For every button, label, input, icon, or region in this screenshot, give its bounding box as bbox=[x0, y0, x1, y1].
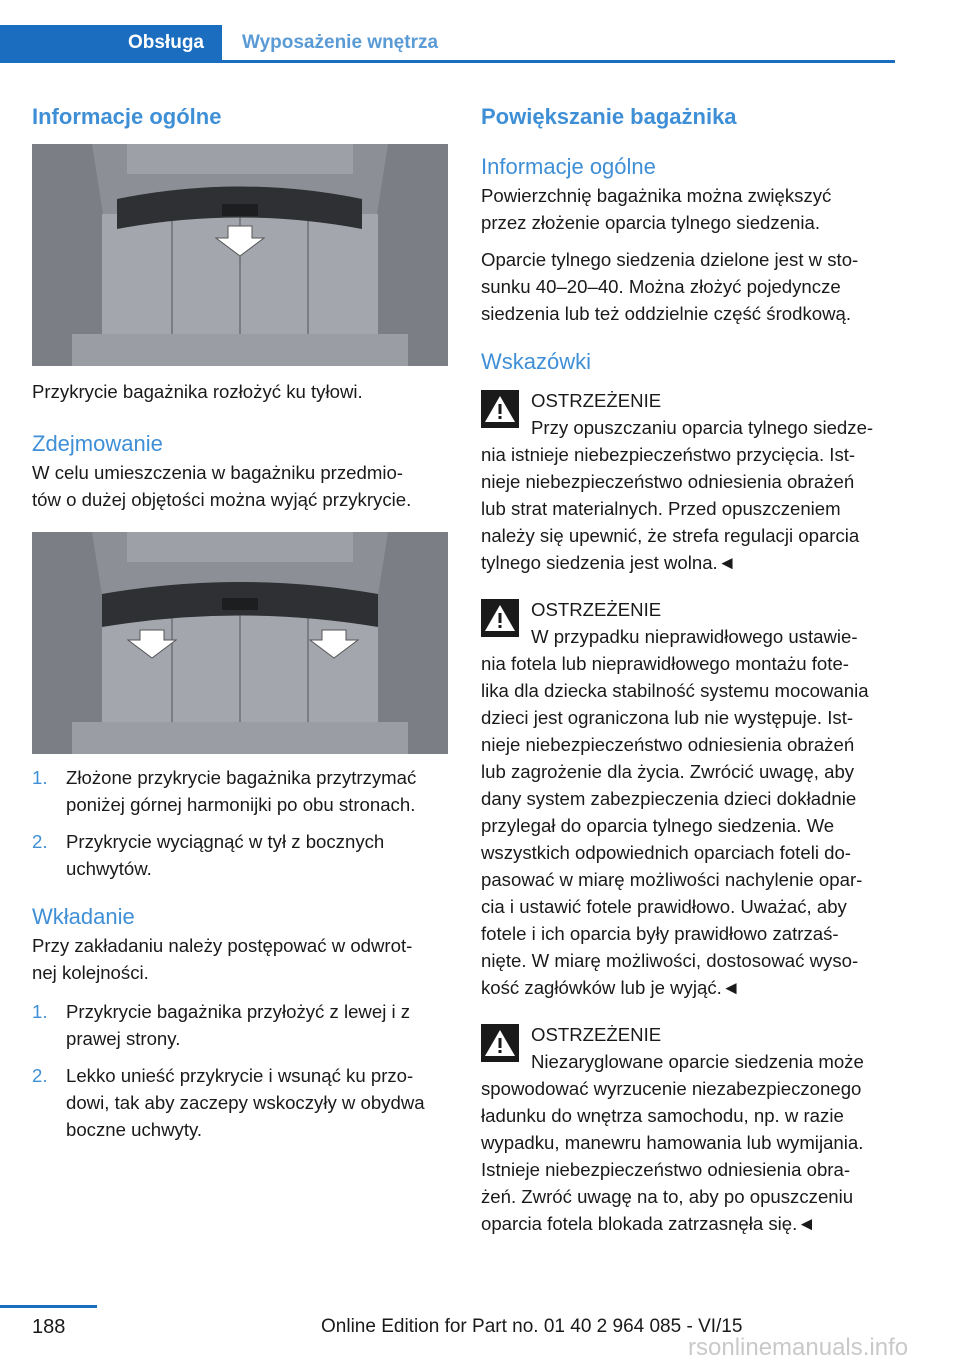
para2-line1: Oparcie tylnego siedzenia dzielone jest w sto‐ bbox=[481, 249, 859, 270]
para2-line3: siedzenia lub też oddzielnie część środkową. bbox=[481, 303, 852, 324]
heading-general-info: Informacje ogólne bbox=[32, 104, 222, 129]
heading-insert: Wkładanie bbox=[32, 904, 135, 929]
warning-text: lika dla dziecka stabilność systemu mocowania bbox=[481, 680, 869, 701]
insert-steps-list bbox=[32, 998, 448, 1143]
step-number: 2. bbox=[32, 831, 48, 852]
warning-triangle-icon bbox=[481, 390, 519, 428]
left-column bbox=[32, 102, 448, 1143]
para2-line2: sunku 40–20–40. Można złożyć pojedyncze bbox=[481, 276, 841, 297]
trunk-illustration-1 bbox=[32, 144, 448, 366]
warning-text: spowodować wyrzucenie niezabezpieczonego bbox=[481, 1078, 862, 1099]
step-text: dowi, tak aby zaczepy wskoczyły w obydwa bbox=[66, 1092, 425, 1113]
heading-enlarge-trunk: Powiększanie bagażnika bbox=[481, 104, 737, 129]
step-text: boczne uchwyty. bbox=[66, 1119, 203, 1140]
step-number: 2. bbox=[32, 1065, 48, 1086]
page-number: 188 bbox=[32, 1316, 66, 1338]
step-text: Złożone przykrycie bagażnika przytrzymać bbox=[66, 767, 417, 788]
warning-text: kość zagłówków lub je wyjąć.◄ bbox=[481, 977, 741, 998]
warning-text: przylegał do oparcia tylnego siedzenia. We bbox=[481, 815, 835, 836]
warning-text: nieje niebezpieczeństwo odniesienia obrażeń bbox=[481, 471, 855, 492]
header-rule bbox=[0, 60, 895, 63]
warning-text: Niezaryglowane oparcie siedzenia może bbox=[531, 1051, 864, 1072]
list-item bbox=[32, 1062, 448, 1143]
step-text: Lekko unieść przykrycie i wsunąć ku przo‐ bbox=[66, 1065, 414, 1086]
warning-text: cia i ustawić fotele prawidłowo. Uważać, aby bbox=[481, 896, 847, 917]
heading-notes: Wskazówki bbox=[481, 349, 592, 374]
warning-text: nięte. W miarę możliwości, dostosować wyso‐ bbox=[481, 950, 859, 971]
trunk-illustration-2 bbox=[32, 532, 448, 754]
warning-text: Istnieje niebezpieczeństwo odniesienia obra‐ bbox=[481, 1159, 851, 1180]
heading-remove: Zdejmowanie bbox=[32, 431, 163, 456]
insert-text-line2: nej kolejności. bbox=[32, 962, 149, 983]
insert-text-line1: Przy zakładaniu należy postępować w odwrot‐ bbox=[32, 935, 413, 956]
warning-text: wypadku, manewru hamowania lub wymijania. bbox=[481, 1132, 864, 1153]
warning-heading: OSTRZEŻENIE bbox=[531, 1024, 662, 1045]
step-number: 1. bbox=[32, 1001, 48, 1022]
warning-text: dzieci jest ograniczona lub nie występuje. Ist‐ bbox=[481, 707, 854, 728]
warning-text: fotele i ich oparcia były prawidłowo zatrzaś‐ bbox=[481, 923, 839, 944]
right-column bbox=[481, 102, 896, 1237]
warning-text: lub zagrożenie dla życia. Zwrócić uwagę, aby bbox=[481, 761, 855, 782]
remove-steps-list bbox=[32, 764, 448, 882]
warning-triangle-icon bbox=[481, 599, 519, 637]
caption-cover: Przykrycie bagażnika rozłożyć ku tyłowi. bbox=[32, 381, 363, 402]
warning-heading: OSTRZEŻENIE bbox=[531, 599, 662, 620]
tab-wyposazenie-wnetrza[interactable]: Wyposażenie wnętrza bbox=[242, 31, 439, 53]
warning-text: nia istnieje niebezpieczeństwo przycięcia. Ist‐ bbox=[481, 444, 856, 465]
list-item bbox=[32, 828, 448, 882]
tab-obsluga[interactable]: Obsługa bbox=[0, 25, 222, 60]
warning-text: W przypadku nieprawidłowego ustawie‐ bbox=[531, 626, 858, 647]
warning-text: ładunku do wnętrza samochodu, np. w razie bbox=[481, 1105, 844, 1126]
step-text: Przykrycie bagażnika przyłożyć z lewej i z bbox=[66, 1001, 411, 1022]
heading-general-info-right: Informacje ogólne bbox=[481, 154, 656, 179]
step-number: 1. bbox=[32, 767, 48, 788]
warning-text: Przy opuszczaniu oparcia tylnego siedze‐ bbox=[531, 417, 874, 438]
step-text: prawej strony. bbox=[66, 1028, 181, 1049]
warning-text: nieje niebezpieczeństwo odniesienia obrażeń bbox=[481, 734, 855, 755]
warning-block-3 bbox=[481, 1021, 896, 1237]
watermark-text: rsonlinemanuals.info bbox=[688, 1334, 909, 1361]
edition-text: Online Edition for Part no. 01 40 2 964 085 - VI/15 bbox=[321, 1316, 743, 1337]
warning-text: dany system zabezpieczenia dzieci dokładnie bbox=[481, 788, 857, 809]
trunk-photo-cover-removal bbox=[32, 532, 448, 754]
warning-block-1 bbox=[481, 387, 896, 576]
warning-text: tylnego siedzenia jest wolna.◄ bbox=[481, 552, 737, 573]
list-item bbox=[32, 998, 448, 1052]
warning-text: wszystkich odpowiednich oparciach foteli do‐ bbox=[481, 842, 851, 863]
warning-triangle-icon bbox=[481, 1024, 519, 1062]
warning-text: należy się upewnić, że strefa regulacji oparcia bbox=[481, 525, 860, 546]
para1-line1: Powierzchnię bagażnika można zwiększyć bbox=[481, 185, 832, 206]
warning-heading: OSTRZEŻENIE bbox=[531, 390, 662, 411]
warning-block-2 bbox=[481, 596, 896, 1001]
warning-text: żeń. Zwróć uwagę na to, aby po opuszczeniu bbox=[481, 1186, 854, 1207]
header-bar bbox=[0, 25, 895, 60]
trunk-photo-cover-extended bbox=[32, 144, 448, 366]
step-text: uchwytów. bbox=[66, 858, 152, 879]
warning-text: pasować w miarę możliwości nachylenie opar‐ bbox=[481, 869, 863, 890]
remove-text-line2: tów o dużej objętości można wyjąć przykrycie. bbox=[32, 489, 412, 510]
step-text: poniżej górnej harmonijki po obu stronach. bbox=[66, 794, 416, 815]
remove-text-line1: W celu umieszczenia w bagażniku przedmio‐ bbox=[32, 462, 403, 483]
list-item bbox=[32, 764, 448, 818]
para1-line2: przez złożenie oparcia tylnego siedzenia. bbox=[481, 212, 821, 233]
warning-text: lub strat materialnych. Przed opuszczeniem bbox=[481, 498, 841, 519]
footer-rule bbox=[0, 1305, 97, 1308]
warning-text: nia fotela lub nieprawidłowego montażu fote‐ bbox=[481, 653, 849, 674]
warning-text: oparcia fotela blokada zatrzasnęła się.◄ bbox=[481, 1213, 816, 1234]
step-text: Przykrycie wyciągnąć w tył z bocznych bbox=[66, 831, 385, 852]
